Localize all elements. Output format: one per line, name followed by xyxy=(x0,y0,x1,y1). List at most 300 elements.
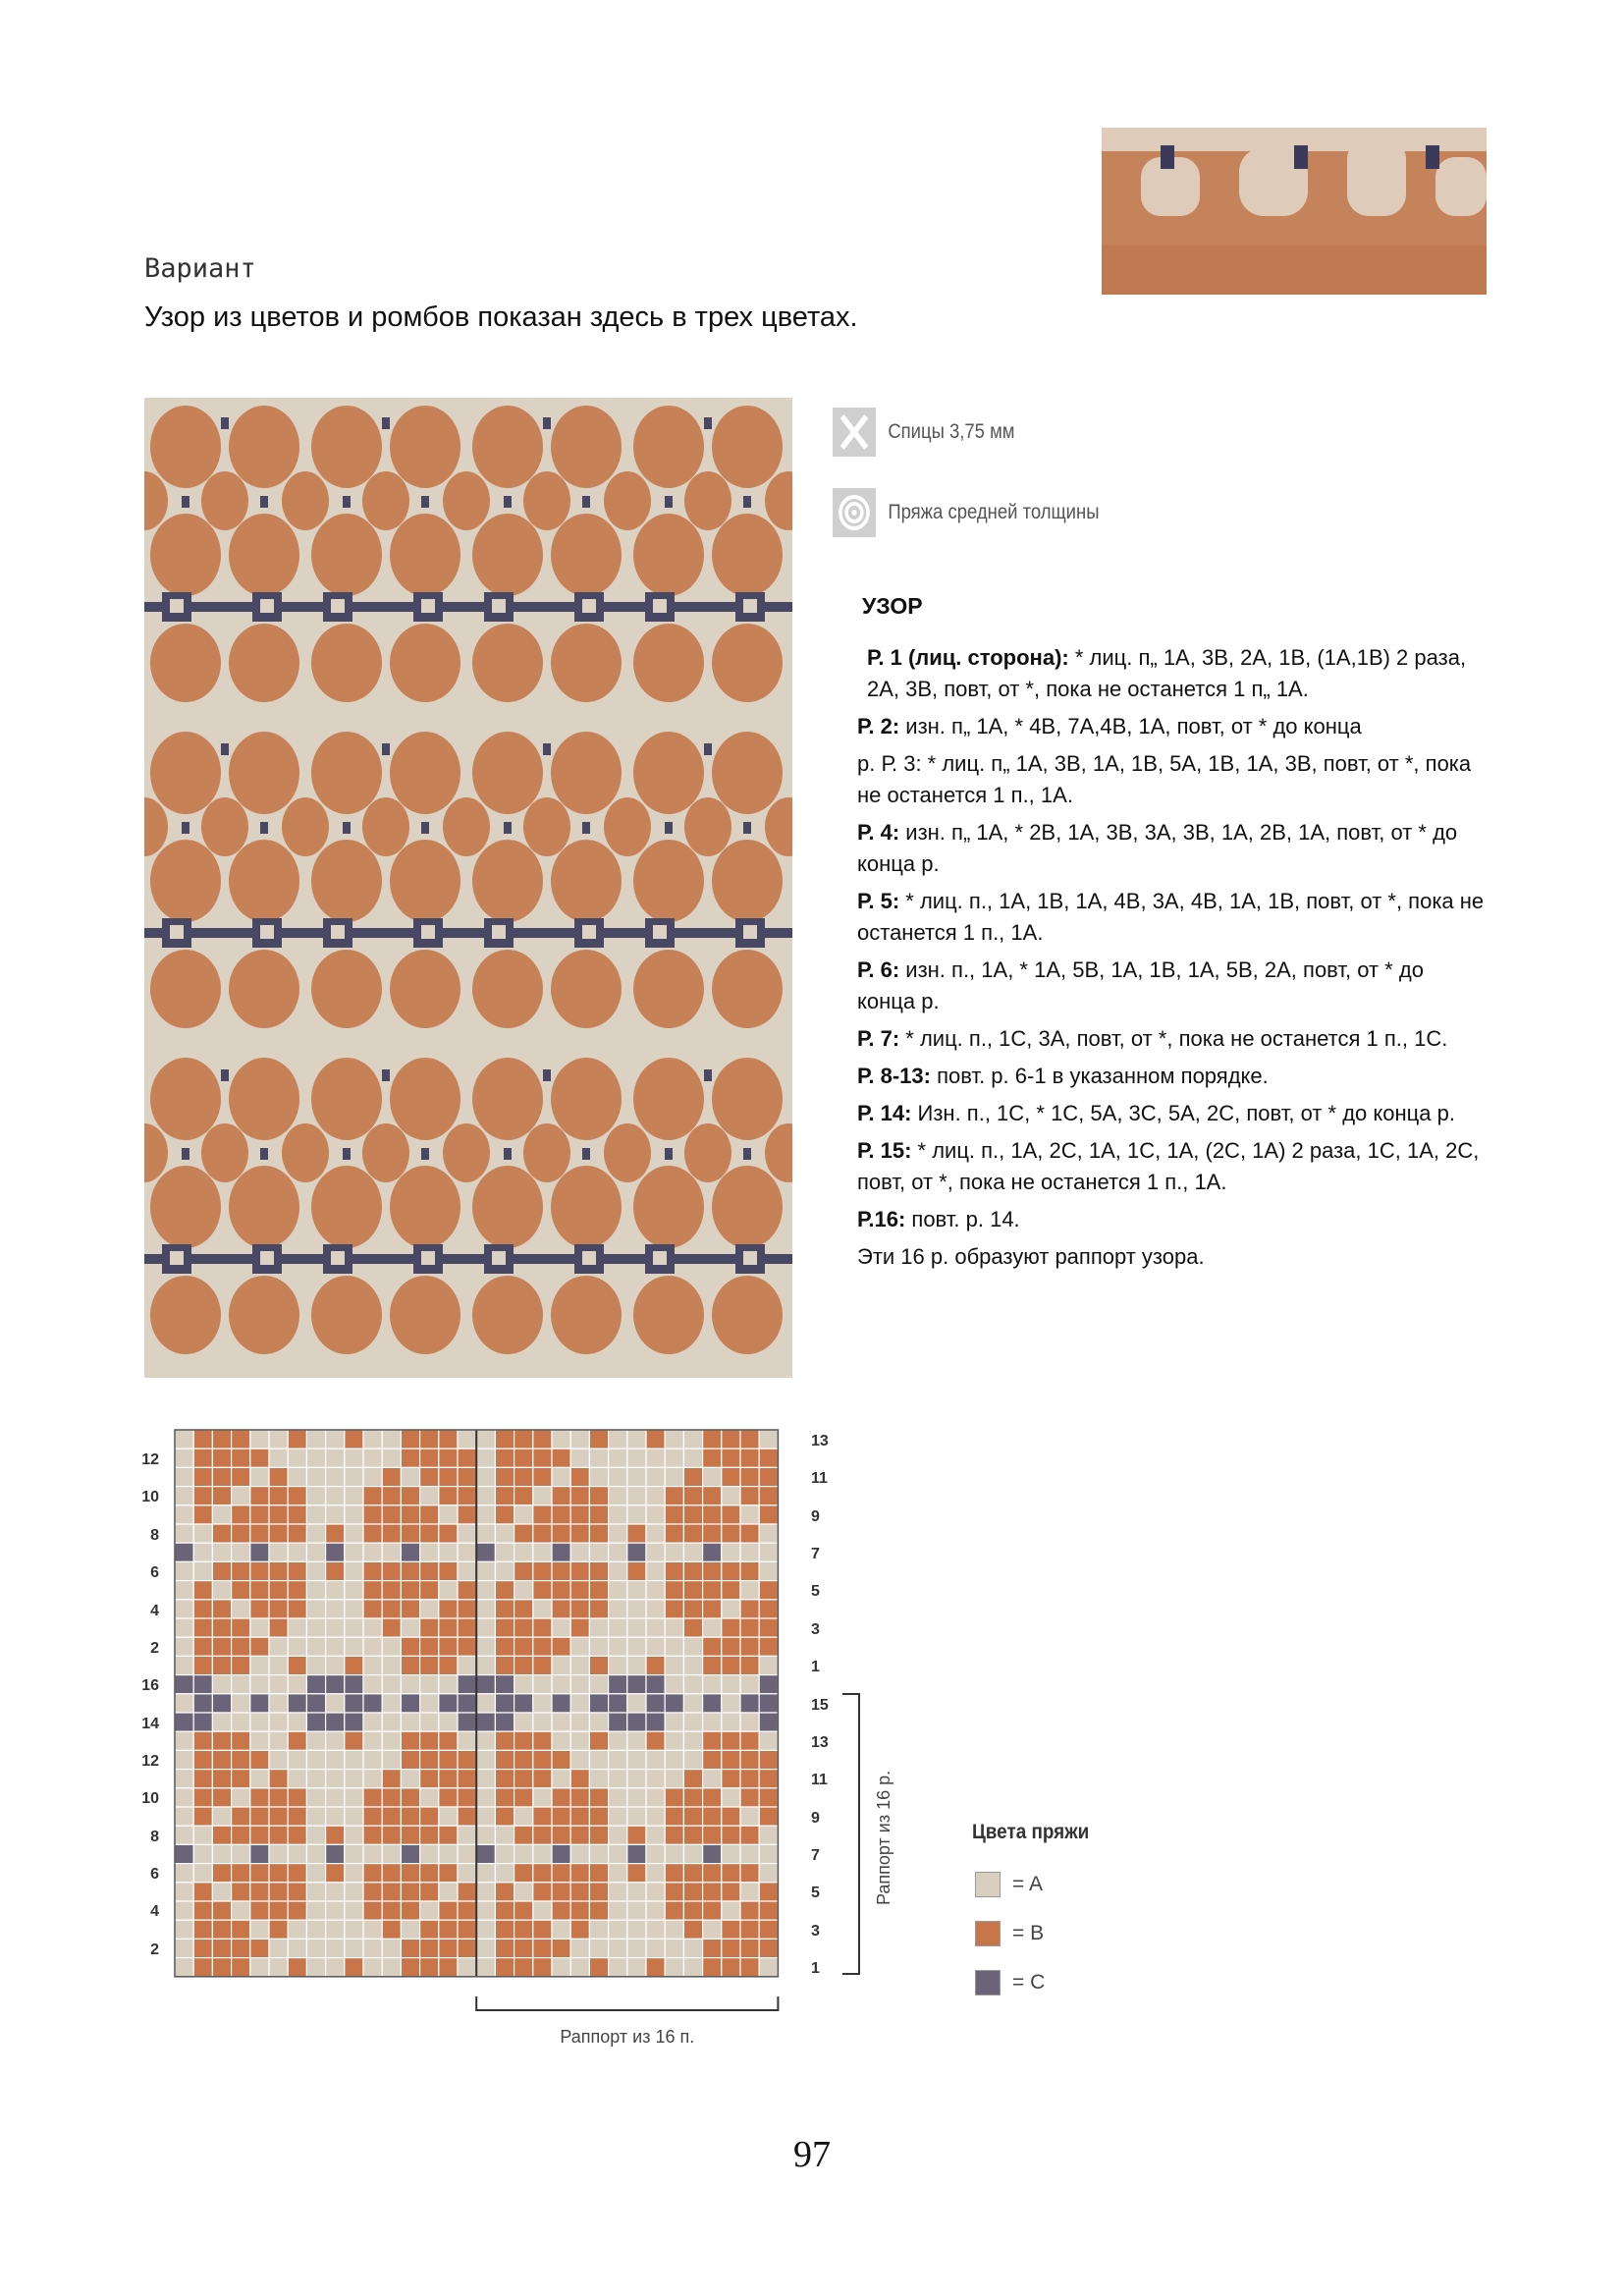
chart-cell xyxy=(740,1430,759,1449)
row-text: изн. п„ 1А, * 2В, 1А, 3В, 3А, 3В, 1А, 2В, 1А, повт, от * до конца р. xyxy=(857,820,1458,876)
chart-cell xyxy=(269,1788,288,1807)
chart-cell xyxy=(175,1770,193,1788)
chart-cell xyxy=(533,1618,552,1637)
chart-cell xyxy=(212,1524,231,1543)
chart-cell xyxy=(703,1731,722,1750)
chart-cell xyxy=(193,1618,212,1637)
chart-cell xyxy=(250,1543,269,1561)
chart-cell xyxy=(269,1883,288,1901)
chart-cell xyxy=(683,1581,702,1600)
chart-cell xyxy=(759,1901,778,1920)
chart-cell xyxy=(703,1694,722,1713)
chart-cell xyxy=(627,1770,646,1788)
chart-cell xyxy=(589,1561,608,1580)
chart-cell xyxy=(458,1844,476,1863)
chart-cell xyxy=(514,1524,533,1543)
chart-cell xyxy=(683,1901,702,1920)
chart-cell xyxy=(458,1958,476,1977)
chart-cell xyxy=(420,1750,439,1769)
chart-cell xyxy=(212,1581,231,1600)
chart-cell xyxy=(683,1731,702,1750)
chart-cell xyxy=(514,1713,533,1731)
chart-cell xyxy=(665,1883,683,1901)
chart-cell xyxy=(722,1864,740,1883)
chart-cell xyxy=(552,1807,570,1826)
chart-cell xyxy=(175,1543,193,1561)
chart-cell xyxy=(306,1826,325,1844)
chart-cell xyxy=(722,1487,740,1505)
chart-cell xyxy=(683,1883,702,1901)
chart-cell xyxy=(306,1844,325,1863)
chart-cell xyxy=(326,1901,345,1920)
chart-cell xyxy=(627,1920,646,1939)
chart-cell xyxy=(476,1901,495,1920)
chart-cell xyxy=(665,1656,683,1674)
chart-cell xyxy=(232,1505,250,1524)
chart-cell xyxy=(646,1524,665,1543)
chart-cell xyxy=(627,1618,646,1637)
chart-cell xyxy=(609,1864,627,1883)
chart-cell xyxy=(589,1637,608,1656)
chart-cell xyxy=(193,1826,212,1844)
chart-cell xyxy=(345,1920,363,1939)
chart-cell xyxy=(722,1505,740,1524)
chart-cell xyxy=(514,1807,533,1826)
chart-cell xyxy=(627,1844,646,1863)
chart-cell xyxy=(627,1449,646,1467)
chart-cell xyxy=(609,1958,627,1977)
chart-cell xyxy=(326,1449,345,1467)
chart-cell xyxy=(401,1731,419,1750)
chart-cell xyxy=(722,1750,740,1769)
chart-cell xyxy=(495,1487,514,1505)
chart-cell xyxy=(193,1920,212,1939)
chart-cell xyxy=(232,1713,250,1731)
chart-cell xyxy=(306,1600,325,1618)
chart-cell xyxy=(646,1788,665,1807)
chart-cell xyxy=(420,1844,439,1863)
chart-cell xyxy=(514,1958,533,1977)
chart-cell xyxy=(740,1656,759,1674)
chart-cell xyxy=(326,1883,345,1901)
chart-cell xyxy=(288,1637,306,1656)
chart-cell xyxy=(683,1524,702,1543)
chart-cell xyxy=(759,1939,778,1957)
chart-cell xyxy=(683,1656,702,1674)
chart-cell xyxy=(552,1449,570,1467)
chart-cell xyxy=(740,1939,759,1957)
chart-cell xyxy=(570,1788,589,1807)
chart-cell xyxy=(212,1770,231,1788)
chart-cell xyxy=(722,1656,740,1674)
chart-cell xyxy=(306,1770,325,1788)
chart-cell xyxy=(439,1637,458,1656)
chart-cell xyxy=(703,1713,722,1731)
chart-cell xyxy=(288,1561,306,1580)
chart-cell xyxy=(363,1883,382,1901)
chart-cell xyxy=(533,1543,552,1561)
chart-cell xyxy=(514,1637,533,1656)
chart-cell xyxy=(609,1807,627,1826)
chart-cell xyxy=(439,1694,458,1713)
chart-cell xyxy=(193,1713,212,1731)
chart-cell xyxy=(495,1770,514,1788)
chart-cell xyxy=(306,1449,325,1467)
chart-cell xyxy=(589,1864,608,1883)
chart-cell xyxy=(401,1543,419,1561)
chart-cell xyxy=(552,1883,570,1901)
chart-cell xyxy=(609,1467,627,1486)
chart-cell xyxy=(665,1505,683,1524)
chart-cell xyxy=(514,1750,533,1769)
chart-cell xyxy=(232,1600,250,1618)
chart-cell xyxy=(703,1561,722,1580)
chart-cell xyxy=(269,1430,288,1449)
chart-cell xyxy=(382,1864,401,1883)
chart-cell xyxy=(476,1694,495,1713)
chart-cell xyxy=(439,1505,458,1524)
chart-right-label: 1 xyxy=(811,1659,820,1675)
chart-cell xyxy=(495,1505,514,1524)
chart-cell xyxy=(306,1939,325,1957)
yarn-ball-icon xyxy=(833,488,876,537)
chart-cell xyxy=(703,1675,722,1694)
chart-cell xyxy=(401,1770,419,1788)
chart-cell xyxy=(458,1561,476,1580)
chart-cell xyxy=(552,1750,570,1769)
chart-cell xyxy=(345,1543,363,1561)
chart-cell xyxy=(193,1731,212,1750)
chart-left-label: 10 xyxy=(141,1489,159,1505)
chart-cell xyxy=(401,1600,419,1618)
chart-cell xyxy=(420,1807,439,1826)
chart-cell xyxy=(401,1581,419,1600)
chart-cell xyxy=(683,1958,702,1977)
chart-cell xyxy=(175,1807,193,1826)
chart-cell xyxy=(306,1920,325,1939)
chart-cell xyxy=(722,1430,740,1449)
chart-cell xyxy=(232,1864,250,1883)
chart-cell xyxy=(589,1449,608,1467)
chart-cell xyxy=(740,1883,759,1901)
chart-cell xyxy=(589,1883,608,1901)
chart-cell xyxy=(552,1524,570,1543)
chart-cell xyxy=(722,1694,740,1713)
chart-cell xyxy=(306,1505,325,1524)
chart-cell xyxy=(683,1561,702,1580)
chart-cell xyxy=(212,1958,231,1977)
chart-cell xyxy=(420,1713,439,1731)
chart-cell xyxy=(345,1750,363,1769)
chart-cell xyxy=(269,1524,288,1543)
chart-cell xyxy=(175,1713,193,1731)
chart-cell xyxy=(306,1675,325,1694)
chart-cell xyxy=(589,1524,608,1543)
chart-cell xyxy=(345,1883,363,1901)
chart-cell xyxy=(646,1581,665,1600)
row-text: * лиц. п., 1С, 3А, повт, от *, пока не останется 1 п., 1С. xyxy=(899,1026,1448,1051)
chart-cell xyxy=(627,1788,646,1807)
chart-cell xyxy=(193,1694,212,1713)
chart-cell xyxy=(722,1883,740,1901)
chart-cell xyxy=(533,1505,552,1524)
chart-cell xyxy=(495,1561,514,1580)
chart-cell xyxy=(439,1524,458,1543)
chart-cell xyxy=(306,1487,325,1505)
chart-cell xyxy=(439,1901,458,1920)
chart-cell xyxy=(722,1958,740,1977)
chart-left-label: 4 xyxy=(150,1903,159,1920)
chart-cell xyxy=(458,1430,476,1449)
chart-cell xyxy=(589,1505,608,1524)
chart-cell xyxy=(439,1561,458,1580)
chart-cell xyxy=(306,1750,325,1769)
chart-cell xyxy=(439,1807,458,1826)
chart-cell xyxy=(345,1844,363,1863)
chart-cell xyxy=(570,1656,589,1674)
chart-cell xyxy=(363,1901,382,1920)
chart-cell xyxy=(570,1505,589,1524)
chart-cell xyxy=(232,1844,250,1863)
chart-cell xyxy=(345,1901,363,1920)
chart-cell xyxy=(269,1920,288,1939)
chart-cell xyxy=(703,1750,722,1769)
chart-cell xyxy=(589,1694,608,1713)
knitting-needles-icon xyxy=(833,408,876,457)
chart-cell xyxy=(533,1883,552,1901)
chart-cell xyxy=(533,1467,552,1486)
chart-cell xyxy=(306,1731,325,1750)
chart-cell xyxy=(269,1561,288,1580)
chart-cell xyxy=(250,1561,269,1580)
chart-cell xyxy=(722,1844,740,1863)
chart-cell xyxy=(570,1901,589,1920)
chart-cell xyxy=(175,1656,193,1674)
chart-right-label: 9 xyxy=(811,1810,820,1827)
chart-cell xyxy=(212,1694,231,1713)
chart-cell xyxy=(646,1467,665,1486)
chart-right-label: 9 xyxy=(811,1508,820,1525)
chart-cell xyxy=(570,1958,589,1977)
knit-fabric-image xyxy=(144,398,792,1378)
chart-cell xyxy=(382,1505,401,1524)
chart-cell xyxy=(759,1864,778,1883)
chart-cell xyxy=(363,1750,382,1769)
chart-cell xyxy=(476,1487,495,1505)
chart-cell xyxy=(609,1618,627,1637)
chart-cell xyxy=(269,1656,288,1674)
chart-cell xyxy=(288,1770,306,1788)
chart-cell xyxy=(193,1524,212,1543)
row-label: Р. 6: xyxy=(857,957,900,982)
row-label: Р. 8-13: xyxy=(857,1064,931,1088)
chart-cell xyxy=(363,1618,382,1637)
chart-cell xyxy=(722,1524,740,1543)
chart-cell xyxy=(288,1467,306,1486)
chart-cell xyxy=(495,1864,514,1883)
chart-cell xyxy=(533,1864,552,1883)
chart-cell xyxy=(740,1826,759,1844)
chart-cell xyxy=(326,1505,345,1524)
chart-cell xyxy=(740,1524,759,1543)
chart-cell xyxy=(533,1939,552,1957)
chart-cell xyxy=(439,1487,458,1505)
chart-cell xyxy=(212,1675,231,1694)
chart-cell xyxy=(703,1600,722,1618)
chart-cell xyxy=(665,1713,683,1731)
chart-cell xyxy=(212,1826,231,1844)
chart-cell xyxy=(193,1844,212,1863)
chart-cell xyxy=(175,1637,193,1656)
chart-cell xyxy=(363,1675,382,1694)
chart-cell xyxy=(514,1430,533,1449)
chart-cell xyxy=(759,1844,778,1863)
chart-cell xyxy=(533,1561,552,1580)
chart-cell xyxy=(495,1713,514,1731)
chart-cell xyxy=(759,1958,778,1977)
chart-cell xyxy=(703,1505,722,1524)
chart-cell xyxy=(722,1807,740,1826)
chart-cell xyxy=(552,1543,570,1561)
chart-right-label: 13 xyxy=(811,1734,829,1751)
chart-cell xyxy=(627,1430,646,1449)
chart-cell xyxy=(175,1524,193,1543)
chart-cell xyxy=(495,1430,514,1449)
instruction-row xyxy=(857,1061,1486,1092)
chart-cell xyxy=(363,1864,382,1883)
chart-right-label: 5 xyxy=(811,1885,820,1901)
chart-cell xyxy=(420,1637,439,1656)
chart-cell xyxy=(495,1694,514,1713)
chart-cell xyxy=(476,1449,495,1467)
chart-cell xyxy=(665,1449,683,1467)
chart-cell xyxy=(458,1675,476,1694)
chart-cell xyxy=(458,1713,476,1731)
chart-cell xyxy=(552,1958,570,1977)
chart-cell xyxy=(439,1449,458,1467)
chart-cell xyxy=(570,1449,589,1467)
chart-cell xyxy=(514,1901,533,1920)
chart-cell xyxy=(533,1958,552,1977)
chart-cell xyxy=(382,1920,401,1939)
chart-cell xyxy=(646,1864,665,1883)
chart-cell xyxy=(703,1958,722,1977)
chart-left-label: 6 xyxy=(150,1866,159,1883)
chart-cell xyxy=(495,1807,514,1826)
chart-cell xyxy=(345,1637,363,1656)
variant-label: Вариант xyxy=(144,253,256,284)
chart-cell xyxy=(250,1430,269,1449)
chart-cell xyxy=(476,1883,495,1901)
chart-cell xyxy=(552,1487,570,1505)
chart-cell xyxy=(175,1864,193,1883)
chart-cell xyxy=(609,1731,627,1750)
chart-cell xyxy=(326,1600,345,1618)
chart-cell xyxy=(439,1600,458,1618)
chart-cell xyxy=(232,1807,250,1826)
chart-left-label: 8 xyxy=(150,1527,159,1544)
chart-cell xyxy=(232,1656,250,1674)
chart-cell xyxy=(175,1600,193,1618)
chart-cell xyxy=(382,1958,401,1977)
chart-cell xyxy=(533,1600,552,1618)
chart-cell xyxy=(363,1694,382,1713)
chart-cell xyxy=(212,1864,231,1883)
chart-cell xyxy=(646,1487,665,1505)
chart-cell xyxy=(439,1581,458,1600)
chart-cell xyxy=(570,1524,589,1543)
chart-cell xyxy=(683,1618,702,1637)
chart-cell xyxy=(401,1524,419,1543)
chart-cell xyxy=(345,1467,363,1486)
chart-cell xyxy=(420,1449,439,1467)
chart-cell xyxy=(288,1750,306,1769)
chart-cell xyxy=(458,1600,476,1618)
stitch-repeat-bracket xyxy=(476,1996,778,2010)
chart-cell xyxy=(232,1770,250,1788)
chart-cell xyxy=(552,1505,570,1524)
chart-cell xyxy=(589,1770,608,1788)
chart-cell xyxy=(665,1750,683,1769)
chart-cell xyxy=(476,1958,495,1977)
chart-cell xyxy=(703,1920,722,1939)
chart-cell xyxy=(232,1449,250,1467)
chart-cell xyxy=(627,1939,646,1957)
chart-cell xyxy=(212,1807,231,1826)
chart-cell xyxy=(514,1844,533,1863)
chart-cell xyxy=(439,1864,458,1883)
chart-cell xyxy=(703,1543,722,1561)
chart-cell xyxy=(363,1487,382,1505)
chart-cell xyxy=(250,1449,269,1467)
chart-cell xyxy=(439,1883,458,1901)
chart-cell xyxy=(683,1467,702,1486)
chart-cell xyxy=(533,1581,552,1600)
chart-cell xyxy=(212,1637,231,1656)
chart-cell xyxy=(495,1618,514,1637)
chart-cell xyxy=(759,1770,778,1788)
chart-cell xyxy=(193,1864,212,1883)
chart-cell xyxy=(759,1487,778,1505)
chart-cell xyxy=(646,1561,665,1580)
chart-cell xyxy=(683,1826,702,1844)
chart-cell xyxy=(589,1618,608,1637)
chart-cell xyxy=(306,1618,325,1637)
row-text: Изн. п., 1С, * 1С, 5А, 3С, 5А, 2С, повт, от * до конца р. xyxy=(911,1101,1455,1125)
chart-cell xyxy=(740,1920,759,1939)
chart-cell xyxy=(759,1807,778,1826)
chart-cell xyxy=(401,1656,419,1674)
chart-cell xyxy=(740,1449,759,1467)
chart-cell xyxy=(703,1524,722,1543)
chart-cell xyxy=(250,1864,269,1883)
chart-cell xyxy=(570,1939,589,1957)
instruction-row xyxy=(857,886,1486,949)
chart-cell xyxy=(345,1581,363,1600)
chart-cell xyxy=(401,1694,419,1713)
chart-cell xyxy=(269,1467,288,1486)
chart-cell xyxy=(363,1788,382,1807)
chart-cell xyxy=(759,1675,778,1694)
chart-cell xyxy=(589,1844,608,1863)
chart-cell xyxy=(345,1864,363,1883)
chart-cell xyxy=(401,1618,419,1637)
chart-left-label: 14 xyxy=(141,1716,159,1732)
chart-cell xyxy=(193,1901,212,1920)
chart-cell xyxy=(250,1675,269,1694)
chart-cell xyxy=(232,1883,250,1901)
chart-cell xyxy=(401,1826,419,1844)
